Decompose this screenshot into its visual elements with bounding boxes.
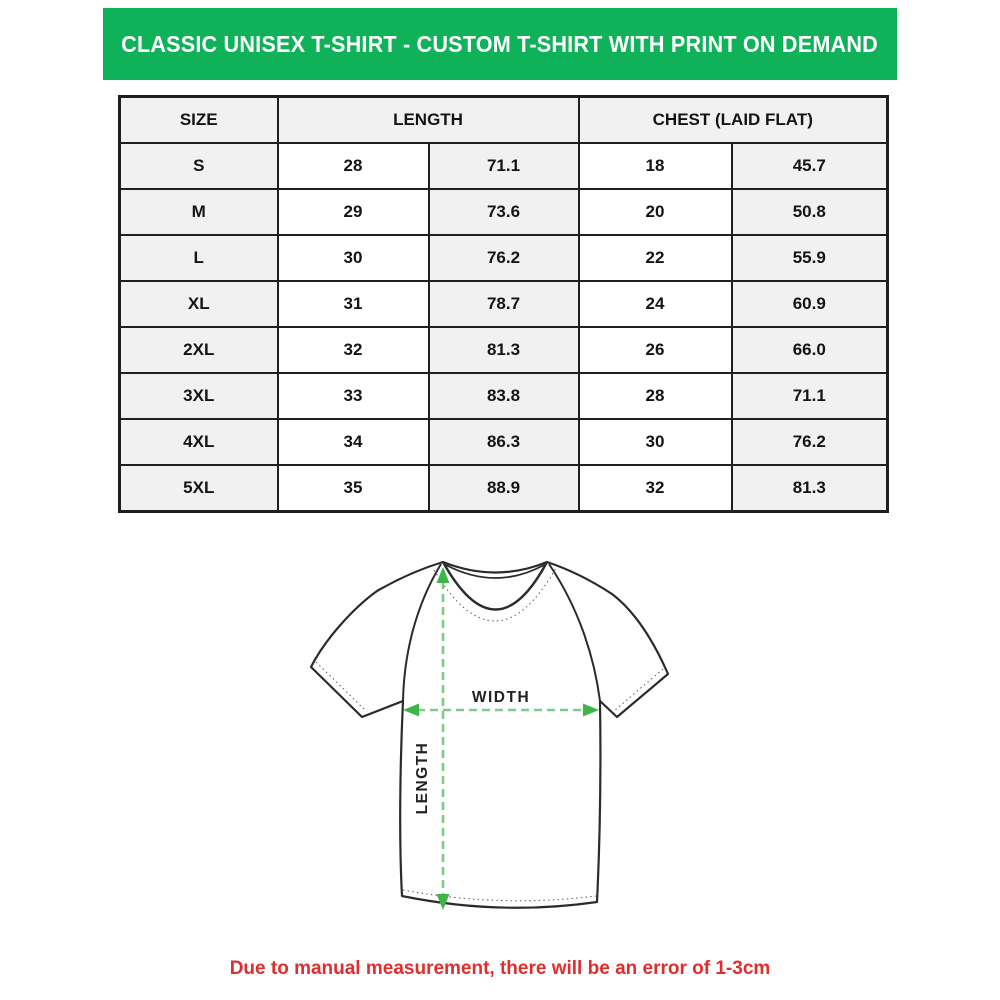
table-row — [120, 373, 888, 419]
size-cell: 4XL — [120, 419, 278, 465]
length-cm-cell: 76.2 — [429, 235, 579, 281]
size-cell: 5XL — [120, 465, 278, 512]
length-label: LENGTH — [414, 741, 431, 815]
length-in-cell: 31 — [278, 281, 429, 327]
chest-cm-cell: 81.3 — [732, 465, 888, 512]
table-row — [120, 143, 888, 189]
length-in-cell: 28 — [278, 143, 429, 189]
length-cm-cell: 81.3 — [429, 327, 579, 373]
chest-cm-cell: 71.1 — [732, 373, 888, 419]
chest-in-cell: 26 — [579, 327, 732, 373]
chest-cm-cell: 45.7 — [732, 143, 888, 189]
length-in-cell: 35 — [278, 465, 429, 512]
chest-in-cell: 28 — [579, 373, 732, 419]
chest-in-cell: 24 — [579, 281, 732, 327]
size-cell: S — [120, 143, 278, 189]
length-in-cell: 33 — [278, 373, 429, 419]
length-cm-cell: 86.3 — [429, 419, 579, 465]
chest-cm-cell: 50.8 — [732, 189, 888, 235]
chest-in-cell: 18 — [579, 143, 732, 189]
chest-cm-cell: 60.9 — [732, 281, 888, 327]
header-chest: CHEST (LAID FLAT) — [579, 97, 888, 144]
size-cell: XL — [120, 281, 278, 327]
chest-cm-cell: 55.9 — [732, 235, 888, 281]
title-banner — [103, 8, 897, 80]
length-cm-cell: 78.7 — [429, 281, 579, 327]
table-row — [120, 465, 888, 512]
chest-in-cell: 20 — [579, 189, 732, 235]
length-cm-cell: 83.8 — [429, 373, 579, 419]
header-size: SIZE — [120, 97, 278, 144]
length-cm-cell: 71.1 — [429, 143, 579, 189]
size-cell: M — [120, 189, 278, 235]
table-row — [120, 235, 888, 281]
chest-in-cell: 30 — [579, 419, 732, 465]
length-in-cell: 30 — [278, 235, 429, 281]
chest-cm-cell: 76.2 — [732, 419, 888, 465]
length-cm-cell: 73.6 — [429, 189, 579, 235]
size-cell: L — [120, 235, 278, 281]
length-in-cell: 34 — [278, 419, 429, 465]
chest-cm-cell: 66.0 — [732, 327, 888, 373]
tshirt-outline — [311, 562, 668, 908]
header-length: LENGTH — [278, 97, 579, 144]
size-cell: 3XL — [120, 373, 278, 419]
chest-in-cell: 32 — [579, 465, 732, 512]
chest-in-cell: 22 — [579, 235, 732, 281]
table-row — [120, 327, 888, 373]
table-row — [120, 189, 888, 235]
size-cell: 2XL — [120, 327, 278, 373]
length-in-cell: 32 — [278, 327, 429, 373]
table-row — [120, 419, 888, 465]
table-row — [120, 281, 888, 327]
measurement-disclaimer: Due to manual measurement, there will be an error of 1-3cm — [229, 958, 771, 979]
width-label: WIDTH — [471, 689, 531, 706]
length-cm-cell: 88.9 — [429, 465, 579, 512]
table-header-row — [120, 97, 888, 144]
length-in-cell: 29 — [278, 189, 429, 235]
page-title: CLASSIC UNISEX T-SHIRT - CUSTOM T-SHIRT WITH PRINT ON DEMAND — [121, 30, 879, 57]
size-table — [118, 95, 889, 513]
tshirt-measurement-diagram — [300, 545, 700, 945]
